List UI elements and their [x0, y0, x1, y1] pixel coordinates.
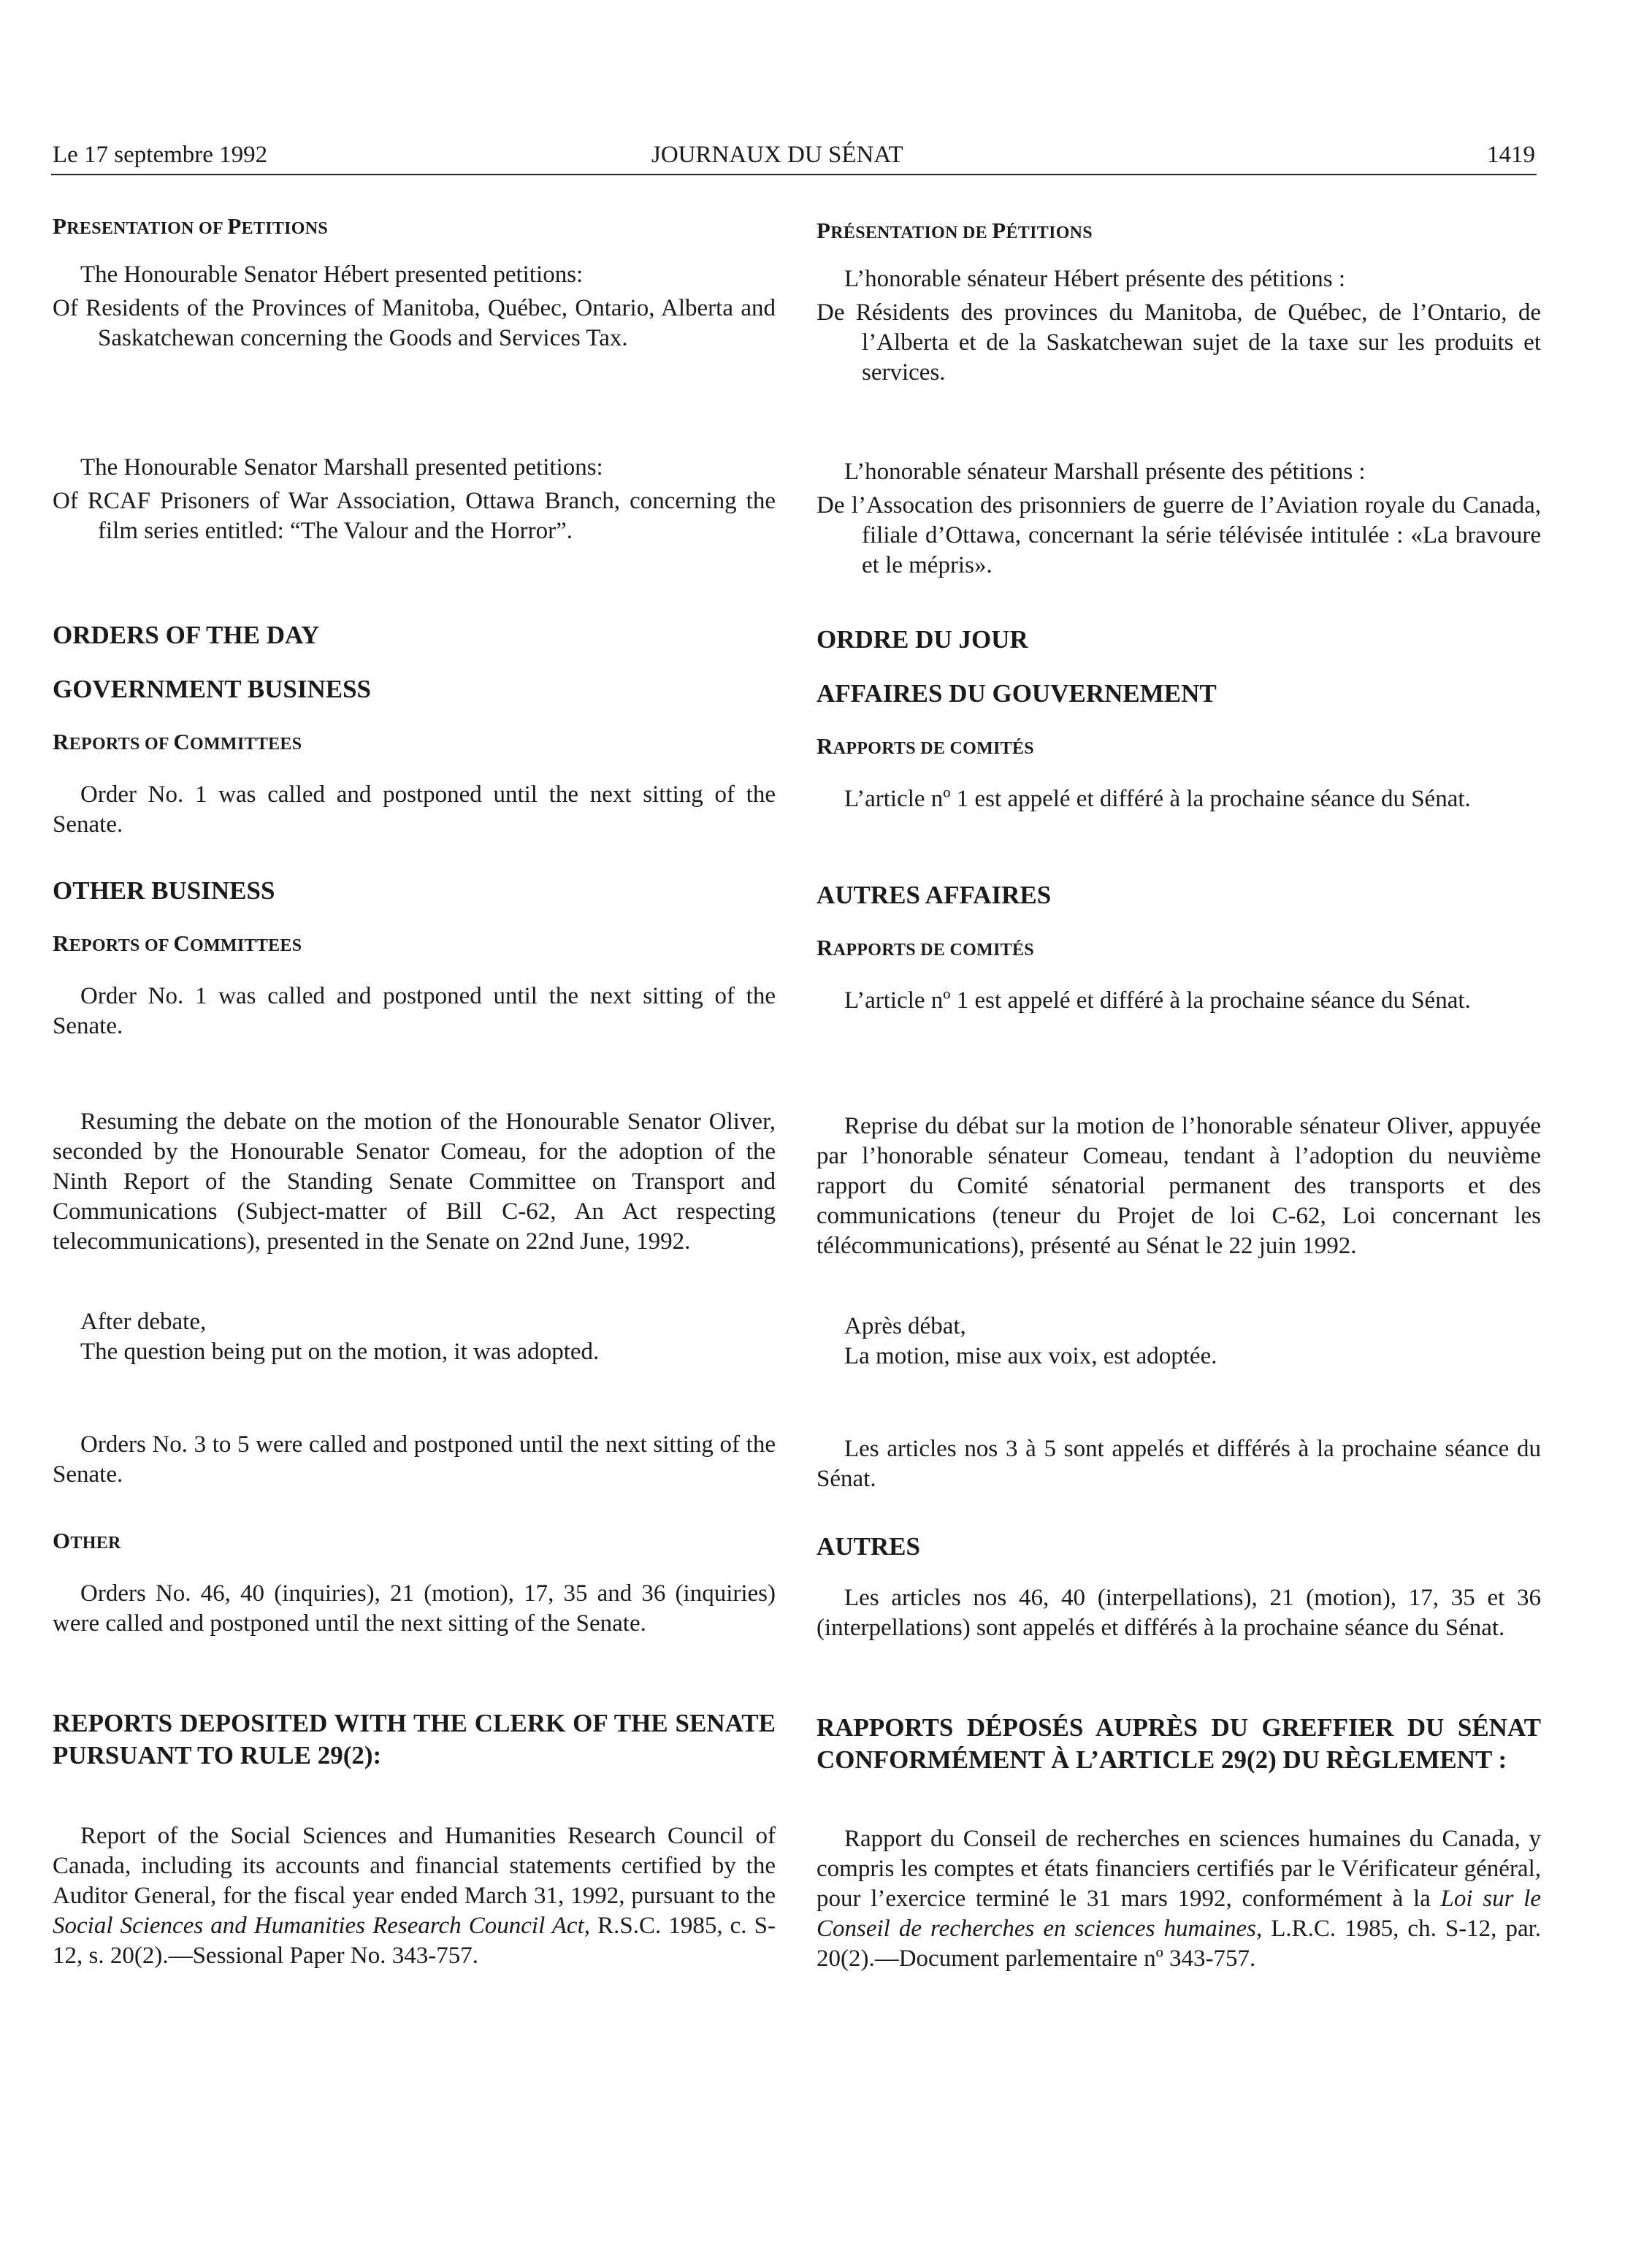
- en-petition1-body: Of Residents of the Provinces of Manitoba, Québec, Ontario, Alberta and Saskatchewan concerning the Goods and Services Tax.: [53, 295, 776, 351]
- en-report-paragraph: Report of the Social Sciences and Humanities Research Council of Canada, including its accounts and financial statements certified by the Auditor General, for the fiscal year ended March 31, 1992, pursuant to the Social Sciences and Humanities Research Council Act, R.S.C. 1985, c. S-12, s. 20(2).—Sessional Paper No. 343-757.: [53, 1823, 776, 1969]
- fr-petition1-body: De Résidents des provinces du Manitoba, de Québec, de l’Ontario, de l’Alberta et de la Saskatchewan sujet de la taxe sur les produits et services.: [817, 299, 1541, 386]
- header-title: JOURNAUX DU SÉNAT: [651, 142, 903, 168]
- fr-order1-text: L’article nº 1 est appelé et différé à la prochaine séance du Sénat.: [844, 786, 1471, 812]
- en-other-heading: OTHER: [53, 1528, 121, 1553]
- en-report-act-title: Social Sciences and Humanities Research Council Act: [53, 1913, 584, 1939]
- fr-orders-other: Les articles nos 46, 40 (interpellations), 21 (motion), 17, 35 et 36 (interpellations) sont appelés et différés à la prochaine séance du Sénat.: [817, 1585, 1541, 1641]
- en-other-business: OTHER BUSINESS: [53, 876, 275, 905]
- fr-government-business: AFFAIRES DU GOUVERNEMENT: [817, 679, 1217, 708]
- fr-report-paragraph: Rapport du Conseil de recherches en sciences humaines du Canada, y compris les comptes et états financiers certifiés par le Vérificateur général, pour l’exercice terminé le 31 mars 1992, conformément à la Loi sur le Conseil de recherches en sciences humaines, L.R.C. 1985, ch. S-12, par. 20(2).—Document parlementaire nº 343-757.: [817, 1826, 1542, 1972]
- fr-report-act-title: Loi sur le Conseil de recherches en sciences humaines: [817, 1886, 1541, 1942]
- fr-reports-committees-1: RAPPORTS DE COMITÉS: [817, 733, 1034, 759]
- en-reports-deposited-heading: REPORTS DEPOSITED WITH THE CLERK OF THE SENATE PURSUANT TO RULE 29(2):: [53, 1709, 776, 1770]
- fr-orders-of-the-day: ORDRE DU JOUR: [817, 625, 1028, 654]
- fr-other-heading: AUTRES: [817, 1532, 920, 1561]
- header-rule: [51, 174, 1537, 175]
- en-petition1-intro: The Honourable Senator Hébert presented petitions:: [80, 261, 584, 288]
- header-page-number: 1419: [1487, 142, 1535, 168]
- fr-order2-text: L’article nº 1 est appelé et différé à la prochaine séance du Sénat.: [844, 987, 1471, 1014]
- en-debate-text: Resuming the debate on the motion of the Honourable Senator Oliver, seconded by the Honourable Senator Comeau, for the adoption of the Ninth Report of the Standing Senate Committee on Transport and Communications (Subject-matter of Bill C-62, An Act respecting telecommunications), presented in the Senate on 22nd June, 1992.: [53, 1109, 776, 1255]
- en-petition2-intro: The Honourable Senator Marshall presented petitions:: [80, 454, 603, 481]
- fr-orders-3-5: Les articles nos 3 à 5 sont appelés et différés à la prochaine séance du Sénat.: [817, 1436, 1541, 1492]
- en-petitions-heading: PRESENTATION OF PETITIONS: [53, 213, 329, 239]
- fr-petition1-intro: L’honorable sénateur Hébert présente des pétitions :: [844, 266, 1346, 292]
- en-question-adopted: The question being put on the motion, it was adopted.: [80, 1339, 600, 1365]
- en-petition2-body: Of RCAF Prisoners of War Association, Ottawa Branch, concerning the film series entitled: “The Valour and the Horror”.: [53, 488, 776, 544]
- en-after-debate: After debate,: [80, 1309, 207, 1335]
- en-order1-text: Order No. 1 was called and postponed until the next sitting of the Senate.: [53, 781, 776, 838]
- fr-petition2-intro: L’honorable sénateur Marshall présente des pétitions :: [844, 459, 1366, 485]
- en-orders-of-the-day: ORDERS OF THE DAY: [53, 621, 320, 649]
- header-date: Le 17 septembre 1992: [53, 142, 268, 168]
- en-reports-committees-2: REPORTS OF COMMITTEES: [53, 930, 302, 956]
- en-orders-3-5: Orders No. 3 to 5 were called and postponed until the next sitting of the Senate.: [53, 1431, 776, 1488]
- fr-after-debate: Après débat,: [844, 1313, 966, 1339]
- fr-question-adopted: La motion, mise aux voix, est adoptée.: [844, 1343, 1217, 1369]
- fr-debate-text: Reprise du débat sur la motion de l’honorable sénateur Oliver, appuyée par l’honorable sénateur Comeau, tendant à l’adoption du neuvième rapport du Comité sénatorial permanent des transports et des communications (teneur du Projet de loi C-62, Loi concernant les télécommunications), présenté au Sénat le 22 juin 1992.: [817, 1113, 1541, 1259]
- fr-other-business: AUTRES AFFAIRES: [817, 881, 1052, 909]
- fr-reports-deposited-heading: RAPPORTS DÉPOSÉS AUPRÈS DU GREFFIER DU SÉNAT CONFORMÉMENT À L’ARTICLE 29(2) DU RÈGLEMENT :: [817, 1713, 1541, 1774]
- fr-petition2-body: De l’Assocation des prisonniers de guerre de l’Aviation royale du Canada, filiale d’Ottawa, concernant la série télévisée intitulée : «La bravoure et le mépris».: [817, 492, 1541, 578]
- en-reports-committees-1: REPORTS OF COMMITTEES: [53, 729, 302, 754]
- fr-reports-committees-2: RAPPORTS DE COMITÉS: [817, 935, 1034, 960]
- en-order2-text: Order No. 1 was called and postponed until the next sitting of the Senate.: [53, 983, 776, 1039]
- en-government-business: GOVERNMENT BUSINESS: [53, 675, 371, 703]
- en-orders-other: Orders No. 46, 40 (inquiries), 21 (motion), 17, 35 and 36 (inquiries) were called and postponed until the next sitting of the Senate.: [53, 1580, 776, 1637]
- fr-petitions-heading: PRÉSENTATION DE PÉTITIONS: [817, 218, 1093, 243]
